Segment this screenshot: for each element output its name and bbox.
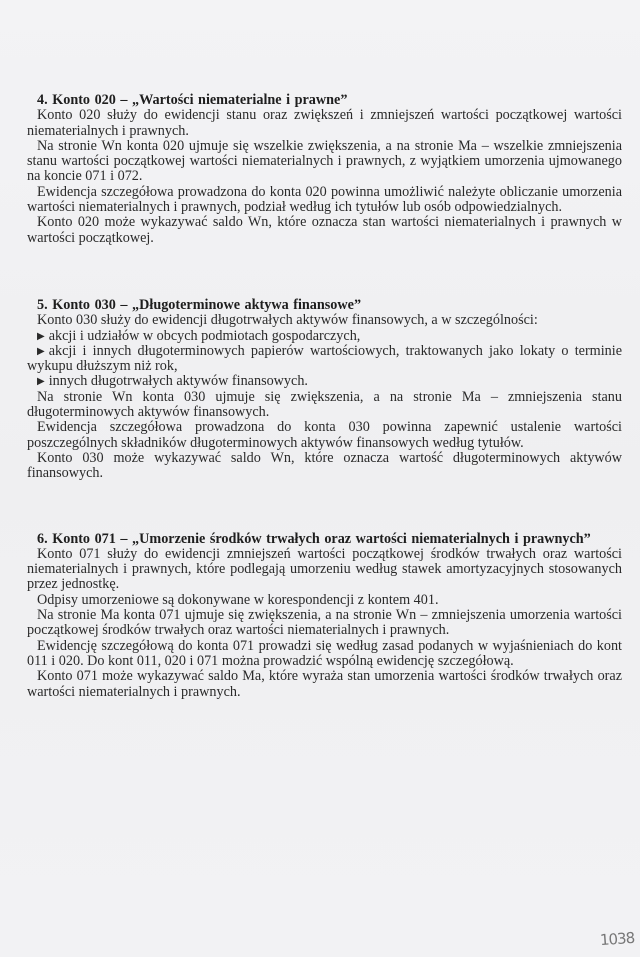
paragraph: Konto 071 służy do ewidencji zmniejszeń wartości początkowej środków trwałych oraz wartości niematerialnych i prawnych, które podlegają umorzeniu według stawek amortyzacyjnych stosowanych przez jednostkę. — [27, 545, 622, 593]
paragraph: Na stronie Ma konta 071 ujmuje się zwiększenia, a na stronie Wn – zmniejszenia umorzenia wartości początkowej środków trwałych oraz wartości niematerialnych i prawnych. — [27, 607, 622, 639]
triangle-bullet-icon: ▶ — [37, 330, 45, 342]
bullet-text: innych długotrwałych aktywów finansowych. — [48, 373, 308, 390]
paragraph-intro: Konto 030 służy do ewidencji długotrwałych aktywów finansowych, a w szczególności: — [37, 312, 538, 329]
bullet-item — [27, 329, 622, 344]
triangle-bullet-icon: ▶ — [37, 376, 45, 388]
paragraph: Konto 071 może wykazywać saldo Ma, które wyraża stan umorzenia wartości środków trwałych oraz wartości niematerialnych i prawnych. — [27, 668, 622, 700]
triangle-bullet-icon: ▶ — [37, 345, 45, 357]
section-konto-071 — [27, 532, 622, 700]
section-title: 6. Konto 071 – „Umorzenie środków trwałych oraz wartości niematerialnych i prawnych” — [37, 530, 591, 547]
section-konto-020 — [27, 93, 622, 246]
bullet-item — [27, 374, 622, 389]
bullet-item — [27, 344, 622, 375]
paragraph: Na stronie Wn konta 020 ujmuje się wszelkie zwiększenia, a na stronie Ma – wszelkie zmniejszenia stanu wartości początkowej wartości niematerialnych i prawnych, z wyjątkiem umorzenia ujmowanego na koncie 071 i 072. — [27, 137, 622, 185]
paragraph: Ewidencja szczegółowa prowadzona do konta 030 powinna zapewnić ustalenie wartości poszczególnych składników długoterminowych aktywów finansowych według tytułów. — [27, 419, 622, 451]
bullet-text: akcji i udziałów w obcych podmiotach gospodarczych, — [48, 327, 361, 344]
handwritten-page-mark: 1038 — [599, 928, 635, 950]
paragraph: Ewidencja szczegółowa prowadzona do konta 020 powinna umożliwić należyte obliczanie umorzenia wartości niematerialnych i prawnych, podział według ich tytułów lub osób odpowiedzialnych. — [27, 183, 622, 216]
paragraph: Konto 030 może wykazywać saldo Wn, które oznacza wartość długoterminowych aktywów finansowych. — [27, 449, 622, 482]
paragraph: Konto 020 może wykazywać saldo Wn, które oznacza stan wartości niematerialnych i prawnych w wartości początkowej. — [27, 214, 622, 246]
paragraph: Ewidencję szczegółową do konta 071 prowadzi się według zasad podanych w wyjaśnieniach do kont 011 i 020. Do kont 011, 020 i 071 można prowadzić wspólną ewidencję szczegółową. — [27, 637, 622, 669]
bullet-text: akcji i innych długoterminowych papierów wartościowych, traktowanych jako lokaty o terminie wykupu dłuższym niż rok, — [27, 342, 622, 375]
paragraph: Konto 020 służy do ewidencji stanu oraz zwiększeń i zmniejszeń wartości początkowej wartości niematerialnych i prawnych. — [27, 107, 622, 139]
paragraph: Na stronie Wn konta 030 ujmuje się zwiększenia, a na stronie Ma – zmniejszenia stanu długoterminowych aktywów finansowych. — [27, 388, 622, 421]
document-body — [27, 93, 622, 700]
section-konto-030 — [27, 298, 622, 482]
paragraph: Odpisy umorzeniowe są dokonywane w korespondencji z kontem 401. — [37, 591, 439, 608]
section-title: 4. Konto 020 – „Wartości niematerialne i prawne” — [37, 92, 348, 108]
section-title: 5. Konto 030 – „Długoterminowe aktywa finansowe” — [37, 296, 362, 313]
